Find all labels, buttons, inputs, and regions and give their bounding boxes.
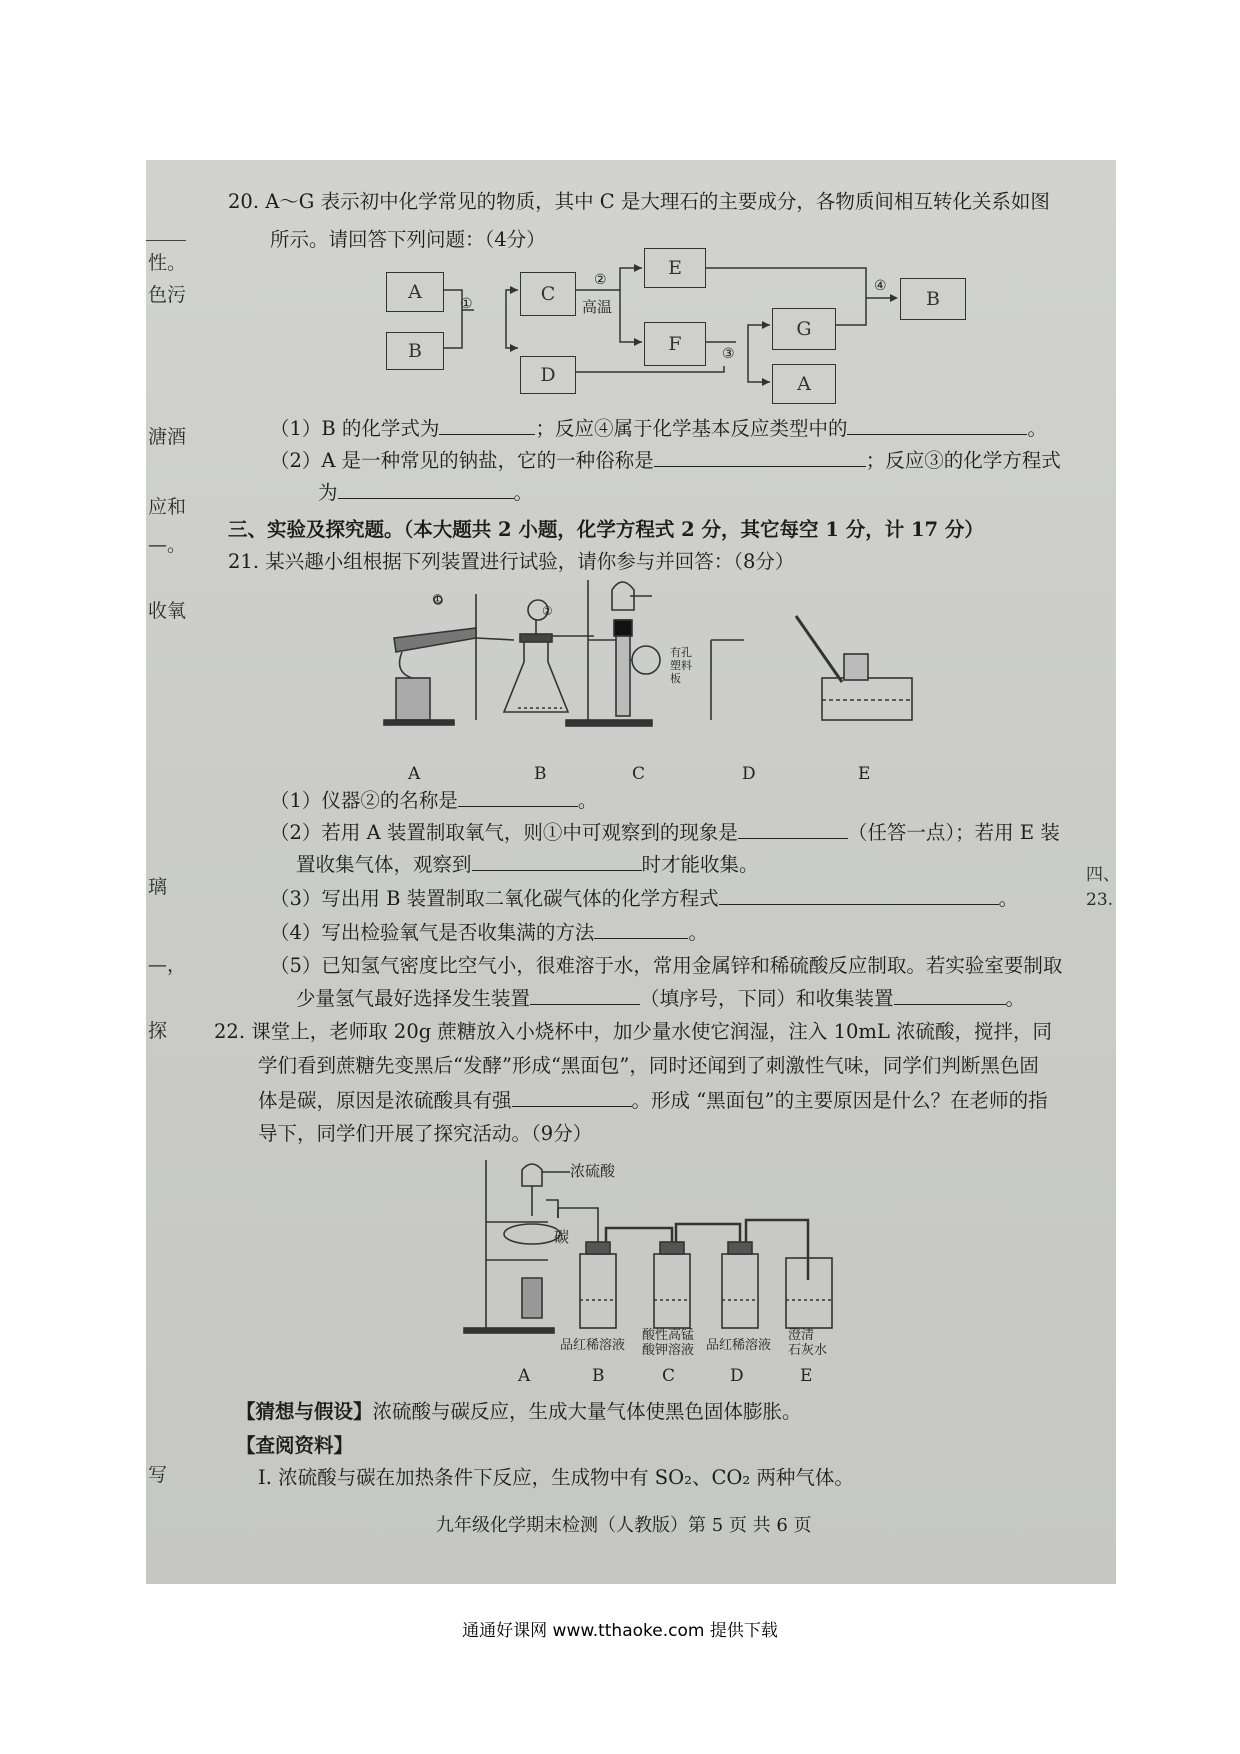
q21-intro: 21. 某兴趣小组根据下列装置进行试验，请你参与并回答：（8分）: [228, 550, 795, 573]
q21-caption-c: C: [632, 764, 646, 784]
node-g: G: [772, 308, 836, 350]
node-e: E: [644, 248, 706, 288]
section-3-heading: 三、实验及探究题。（本大题共 2 小题，化学方程式 2 分，其它每空 1 分，计 17 分）: [228, 518, 984, 541]
node-a: A: [386, 272, 444, 312]
label-conc-sulfuric-acid: 浓硫酸: [570, 1162, 616, 1180]
q22-line1: 22. 课堂上，老师取 20g 蔗糖放入小烧杯中，加少量水使它润湿，注入 10mL 浓硫酸，搅拌，同: [214, 1020, 1053, 1043]
q20-sub1: （1）B 的化学式为 ；反应④属于化学基本反应类型中的 。: [270, 417, 1047, 440]
left-margin-fragment: —，: [148, 954, 187, 976]
left-margin-fragment: 应和: [148, 496, 187, 518]
scanned-exam-page: [146, 160, 1120, 1584]
q21-callout-label: 有孔 塑料 板: [670, 646, 692, 685]
left-margin-fragment: —。: [148, 534, 187, 556]
q20-sub2-cont: 为 。: [318, 481, 534, 504]
q22-reference-1: Ⅰ. 浓硫酸与碳在加热条件下反应，生成物中有 SO₂、CO₂ 两种气体。: [258, 1466, 854, 1489]
node-b: B: [386, 332, 444, 370]
condition-label: 高温: [582, 298, 613, 316]
left-margin-fragment: 璃: [148, 876, 168, 898]
q22-caption-c: C: [662, 1366, 676, 1386]
node-f: F: [644, 322, 706, 366]
label-bottle-c: 酸性高锰 酸钾溶液: [642, 1328, 695, 1358]
left-margin-fragment: 写: [148, 1464, 168, 1486]
label-carbon: 碳: [554, 1228, 570, 1246]
q21-caption-e: E: [858, 764, 871, 784]
right-margin-fragment: 23.: [1086, 890, 1114, 910]
label-bottle-b: 品红稀溶液: [560, 1338, 626, 1353]
q22-caption-e: E: [800, 1366, 813, 1386]
q22-line3: 体是碳，原因是浓硫酸具有强 。形成 “黑面包”的主要原因是什么？在老师的指: [258, 1089, 1048, 1112]
q20-line2: 所示。请回答下列问题：（4分）: [270, 228, 546, 251]
q21-s2: （2）若用 A 装置制取氧气，则①中可观察到的现象是 （任答一点）；若用 E 装: [270, 821, 1060, 844]
node-b-product: B: [900, 278, 966, 320]
left-margin-fragment: 探: [148, 1020, 168, 1042]
q22-line4: 导下，同学们开展了探究活动。（9分）: [258, 1122, 593, 1145]
reaction-3-label: ③: [722, 346, 735, 362]
left-margin-fragment: 收氧: [148, 600, 187, 622]
q21-caption-a: A: [408, 764, 421, 784]
q22-apparatus: [146, 1150, 1116, 1340]
q21-s3: （3）写出用 B 装置制取二氧化碳气体的化学方程式 。: [270, 887, 1019, 910]
q20-sub2: （2）A 是一种常见的钠盐，它的一种俗称是 ；反应③的化学方程式: [270, 449, 1061, 472]
site-footer: 通通好课网 www.tthaoke.com 提供下载: [462, 1621, 778, 1641]
q21-apparatus: [146, 580, 1116, 760]
reaction-1-label: ①: [460, 296, 473, 312]
q22-line2: 学们看到蔗糖先变黑后“发酵”形成“黑面包”，同时还闻到了刺激性气味，同学们判断黑色固: [258, 1054, 1039, 1077]
q22-caption-d: D: [730, 1366, 744, 1386]
reaction-4-label: ④: [874, 278, 887, 294]
label-beaker-e: 澄清 石灰水: [788, 1328, 828, 1358]
q21-caption-b: B: [534, 764, 547, 784]
q20-flow-arrows: [146, 160, 1116, 420]
q21-s2-cont: 置收集气体，观察到 时才能收集。: [296, 853, 759, 876]
left-margin-fragment: 色污: [148, 284, 187, 306]
node-a-product: A: [772, 364, 836, 404]
node-c: C: [520, 272, 576, 316]
q21-s5-cont: 少量氢气最好选择发生装置 （填序号，下同）和收集装置 。: [296, 987, 1026, 1010]
node-d: D: [520, 356, 576, 394]
q22-reference-heading: 【查阅资料】: [236, 1434, 354, 1457]
page-footer: 九年级化学期末检测（人教版）第 5 页 共 6 页: [436, 1515, 812, 1536]
q21-mark-1: ①: [432, 592, 443, 606]
right-margin-fragment: 四、: [1086, 865, 1120, 885]
label-bottle-d: 品红稀溶液: [706, 1338, 772, 1353]
q21-s4: （4）写出检验氧气是否收集满的方法 。: [270, 921, 708, 944]
q21-s5: （5）已知氢气密度比空气小，很难溶于水，常用金属锌和稀硫酸反应制取。若实验室要制取: [270, 954, 1063, 977]
q21-s1: （1）仪器②的名称是 。: [270, 789, 598, 812]
reaction-2-label: ②: [594, 272, 607, 288]
q21-mark-2: ②: [542, 604, 553, 618]
q22-hypothesis: 【猜想与假设】浓硫酸与碳反应，生成大量气体使黑色固体膨胀。: [236, 1400, 802, 1423]
q22-caption-b: B: [592, 1366, 605, 1386]
q20-line1: 20. A～G 表示初中化学常见的物质，其中 C 是大理石的主要成分，各物质间相互转化关系如图: [228, 190, 1050, 213]
left-margin-fragment: 性。: [148, 252, 187, 274]
q22-caption-a: A: [518, 1366, 531, 1386]
q21-caption-d: D: [742, 764, 756, 784]
left-margin-fragment: 溏酒: [148, 426, 187, 448]
